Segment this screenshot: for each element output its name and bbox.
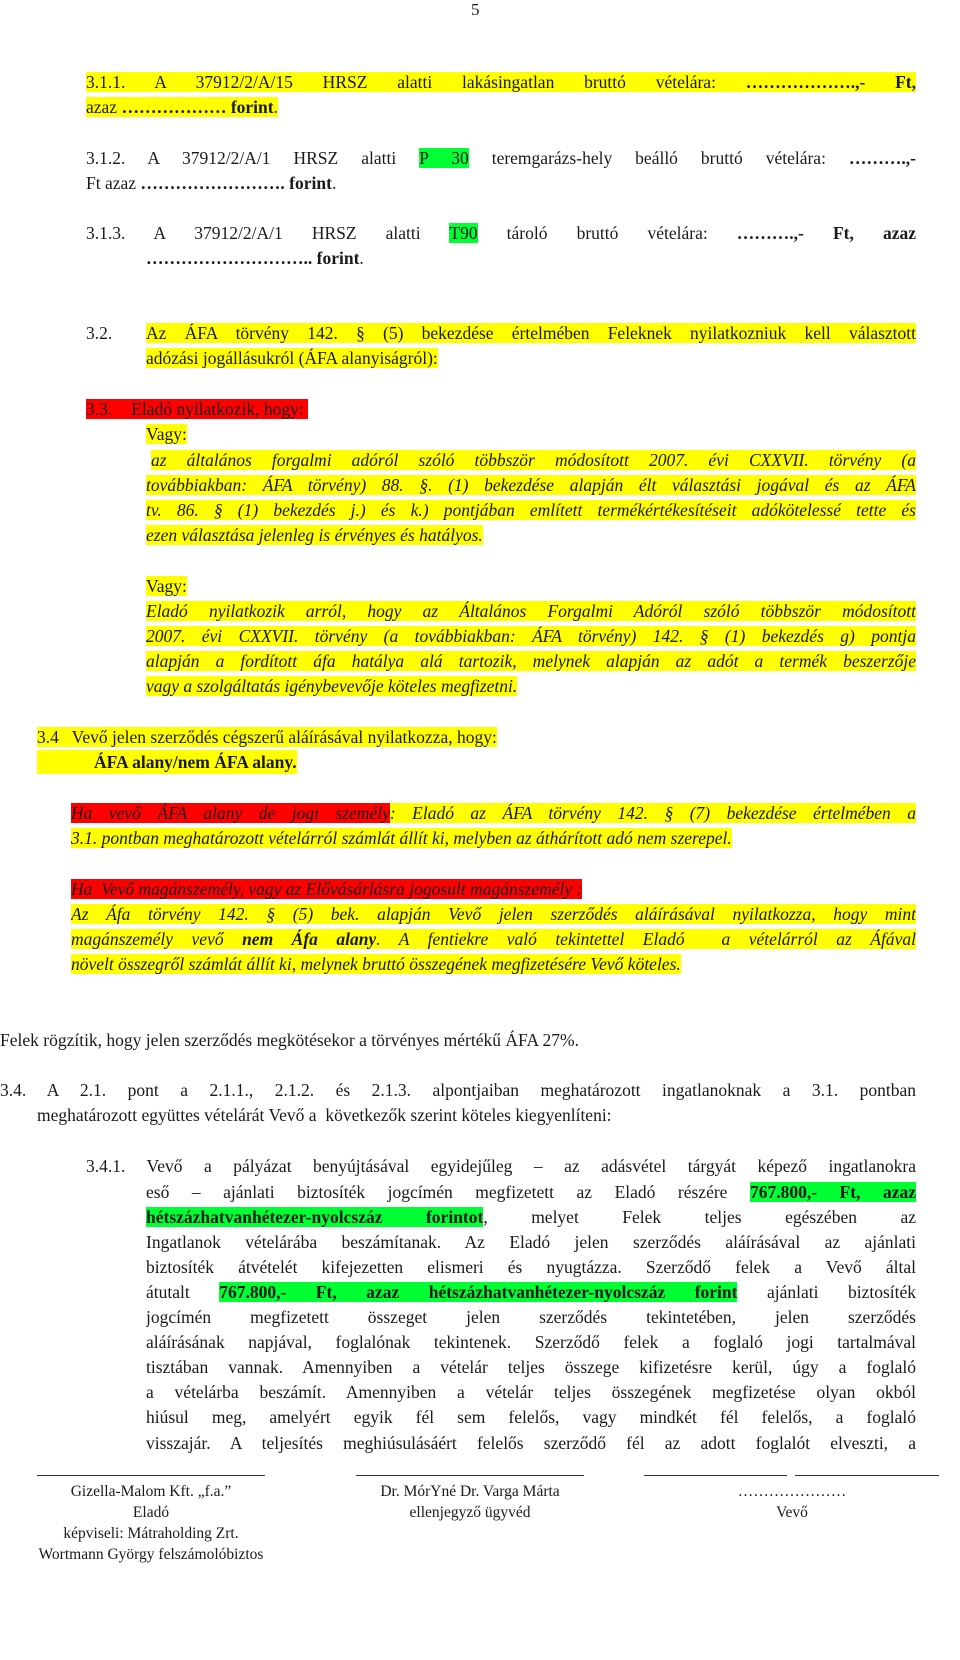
case-2-line-3: magánszemély vevő nem Áfa alany. A fentiekre való tekintettel Eladó a vételárról az Áfával (71, 929, 916, 949)
section-3-3-header: 3.3. Eladó nyilatkozik, hogy: (86, 397, 308, 421)
section-3-4-1-line-9: tisztában vannak. Amennyiben a vételár teljes összege kifizetésre kerül, úgy a foglaló (146, 1357, 916, 1377)
section-3-3-p1-line-1: az általános forgalmi adóról szóló többször módosított 2007. évi CXXVII. törvény (a (151, 450, 916, 470)
seller-company: Gizella-Malom Kft. „f.a.” (70, 1483, 232, 1500)
buyer-role: Vevő (776, 1504, 808, 1521)
section-3-2-number: 3.2. (86, 323, 113, 343)
section-3-4-1-line-10: a vételárba beszámít. Amennyiben a vételár teljes összegének megfizetése olyan okból (146, 1382, 916, 1402)
section-3-4b-line-2: meghatározott együttes vételárát Vevő a következők szerint köteles kiegyenlíteni: (37, 1105, 612, 1125)
seller-representative: képviseli: Mátraholding Zrt. (63, 1525, 239, 1542)
lawyer-role: ellenjegyző ügyvéd (409, 1504, 531, 1521)
vat-statement: Felek rögzítik, hogy jelen szerződés megkötésekor a törvényes mértékű ÁFA 27%. (0, 1030, 579, 1050)
section-3-4-1-line-5: biztosíték átvételét kifejezetten elismeri és nyugtázza. Szerződő felek a Vevő által (146, 1257, 916, 1277)
page-number: 5 (471, 0, 480, 19)
section-3-3-p1-line-3: tv. 86. § (1) bekezdés j.) és k.) pontjában említett termékértékesítéseit adókötelessé tette és (146, 500, 916, 520)
section-3-4-1-line-1: 3.4.1. Vevő a pályázat benyújtásával egyidejűleg – az adásvétel tárgyát képező ingatlanokra (86, 1156, 916, 1176)
seller-role: Eladó (132, 1504, 170, 1521)
section-3-2-line-2: adózási jogállásukról (ÁFA alanyiságról): (146, 348, 438, 368)
section-3-4-line-1: 3.4 Vevő jelen szerződés cégszerű aláírásával nyilatkozza, hogy: (37, 727, 497, 747)
section-3-3-p2-line-3: alapján a fordított áfa hatálya alá tartozik, melynek alapján az adót a termék beszerzője (146, 651, 916, 671)
section-3-3-p2-line-2: 2007. évi CXXVII. törvény (a továbbiakban: ÁFA törvény) 142. § (1) bekezdés g) pontja (146, 626, 916, 646)
item-3-1-2-line-2: Ft azaz ……………………. forint. (86, 173, 337, 193)
section-3-4-1-line-7: jogcímén megfizetett összeget jelen szerződés tekintetében, jelen szerződés (146, 1307, 916, 1327)
section-3-4-1-line-2: eső – ajánlati biztosíték jogcímén megfizetett az Eladó részére 767.800,- Ft, azaz (146, 1182, 916, 1202)
section-3-4-1-line-11: hiúsul meg, amelyért egyik fél sem felelős, vagy mindkét fél felelős, a foglaló (146, 1407, 916, 1427)
section-3-4b-line-1: 3.4. A 2.1. pont a 2.1.1., 2.1.2. és 2.1.3. alpontjaiban meghatározott ingatlanoknak a 3.1. pontban (0, 1080, 916, 1100)
buyer-name-placeholder: ………………… (737, 1483, 847, 1500)
section-3-3-p1-line-2: továbbiakban: ÁFA törvény) 88. §. (1) bekezdése alapján élt választási jogával és az ÁFA (146, 475, 916, 495)
section-3-4-1-line-6: átutalt 767.800,- Ft, azaz hétszázhatvanhétezer-nyolcszáz forint ajánlati biztosíték (146, 1282, 916, 1302)
signature-line-right-2 (795, 1475, 939, 1476)
section-3-4-1-line-8: aláírásának napjával, foglalónak tekintenek. Szerződő felek a foglaló jogi tartalmával (146, 1332, 916, 1352)
section-3-2-line-1: Az ÁFA törvény 142. § (5) bekezdése értelmében Feleknek nyilatkozniuk kell választott (146, 323, 916, 343)
case-1-line-1: Ha vevő ÁFA alany de jogi személy: Eladó az ÁFA törvény 142. § (7) bekezdése értelmében a (71, 803, 916, 823)
seller-liquidator: Wortmann György felszámolóbiztos (38, 1546, 264, 1563)
case-2-line-2: Az Áfa törvény 142. § (5) bek. alapján Vevő jelen szerződés aláírásával nyilatkozza, hogy mint (71, 904, 916, 924)
section-3-3-vagy-1: Vagy: (146, 424, 187, 444)
case-2-line-1: Ha Vevő magánszemély, vagy az Elővásárlásra jogosult magánszemély : (71, 879, 583, 899)
item-3-1-3-line-2: ……………………….. forint. (146, 248, 364, 268)
signature-line-right-1 (644, 1475, 787, 1476)
signature-line-left (37, 1475, 265, 1476)
case-2-line-4: növelt összegről számlát állít ki, melynek bruttó összegének megfizetésére Vevő köteles. (71, 954, 681, 974)
section-3-4-line-2: ÁFA alany/nem ÁFA alany. (37, 750, 297, 774)
section-3-3-vagy-2: Vagy: (146, 576, 187, 596)
section-3-3-p2-line-4: vagy a szolgáltatás igénybevevője köteles megfizetni. (146, 676, 518, 696)
lawyer-name: Dr. MórYné Dr. Varga Márta (380, 1483, 560, 1500)
item-3-1-3-line-1: 3.1.3. A 37912/2/A/1 HRSZ alatti T90 tároló bruttó vételára: ……….,- Ft, azaz (86, 223, 916, 243)
item-3-1-1-line-2: azaz ……………… forint. (86, 97, 278, 117)
item-3-1-2-line-1: 3.1.2. A 37912/2/A/1 HRSZ alatti P 30 teremgarázs-hely beálló bruttó vételára: ……….,- (86, 148, 916, 168)
case-1-line-2: 3.1. pontban meghatározott vételárról számlát állít ki, melyben az áthárított adó nem szerepel. (71, 828, 732, 848)
signature-block-seller (20, 1481, 282, 1565)
signature-block-lawyer (346, 1481, 594, 1523)
section-3-4-1-line-4: Ingatlanok vételárába beszámítanak. Az Eladó jelen szerződés aláírásával az ajánlati (146, 1232, 916, 1252)
section-3-4-1-line-12: visszajár. A teljesítés meghiúsulásáért felelős szerződő fél az adott foglalót elveszti, a (146, 1433, 916, 1453)
section-3-3-p2-line-1: Eladó nyilatkozik arról, hogy az Általános Forgalmi Adóról szóló többször módosított (146, 601, 916, 621)
section-3-3-p1-line-4: ezen választása jelenleg is érvényes és hatályos. (146, 525, 483, 545)
signature-line-center (356, 1475, 584, 1476)
item-3-1-1-line-1: 3.1.1. A 37912/2/A/15 HRSZ alatti lakásingatlan bruttó vételára: ……………….,- Ft, (86, 72, 916, 92)
section-3-4-1-line-3: hétszázhatvanhétezer-nyolcszáz forintot, melyet Felek teljes egészében az (146, 1207, 916, 1227)
signature-block-buyer (700, 1481, 884, 1523)
